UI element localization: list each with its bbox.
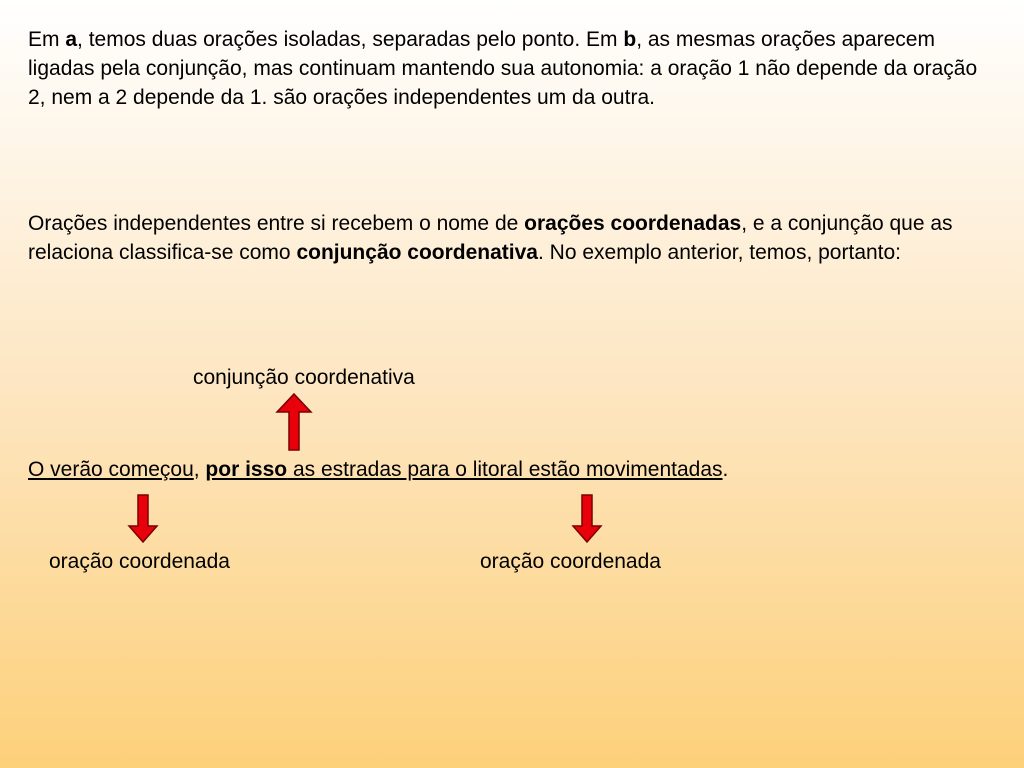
paragraph-definition — [28, 209, 988, 267]
conjunction-label: conjunção coordenativa — [193, 366, 415, 389]
paragraph-intro — [28, 25, 988, 112]
p1-text-1: Em — [28, 28, 66, 51]
clause-1: O verão começou — [28, 458, 194, 481]
p1-bold-a: a — [65, 28, 78, 51]
p2-text-1: Orações independentes entre si recebem o nome de — [28, 212, 525, 235]
label-oracao-coordenada-right: oração coordenada — [480, 550, 661, 573]
example-sentence — [28, 455, 728, 484]
p2-bold-conjuncao-coordenativa: conjunção coordenativa — [296, 241, 538, 264]
p1-bold-b: b — [623, 28, 637, 51]
clause-2: as estradas para o litoral estão movimentadas — [287, 458, 723, 481]
arrow-down-icon — [127, 494, 159, 544]
conjunction-por-isso: por isso — [205, 458, 288, 481]
clause-separator: , — [193, 458, 206, 481]
p2-text-3: . No exemplo anterior, temos, portanto: — [538, 241, 902, 264]
p1-text-2: , temos duas orações isoladas, separadas pelo ponto. Em — [77, 28, 624, 51]
p2-bold-oracoes-coordenadas: orações coordenadas — [524, 212, 742, 235]
arrow-down-icon — [571, 494, 603, 544]
p2-text-2: , e a conjunção que as relaciona classifica-se como — [28, 212, 953, 264]
arrow-up-icon — [274, 392, 314, 452]
label-oracao-coordenada-left: oração coordenada — [49, 550, 230, 573]
p1-text-3: , as mesmas orações aparecem ligadas pela conjunção, mas continuam mantendo sua autonomia: a oração 1 não depende da oração 2, nem a 2 depende da 1. são orações independentes um da outra. — [28, 28, 978, 109]
sentence-period: . — [722, 458, 729, 481]
